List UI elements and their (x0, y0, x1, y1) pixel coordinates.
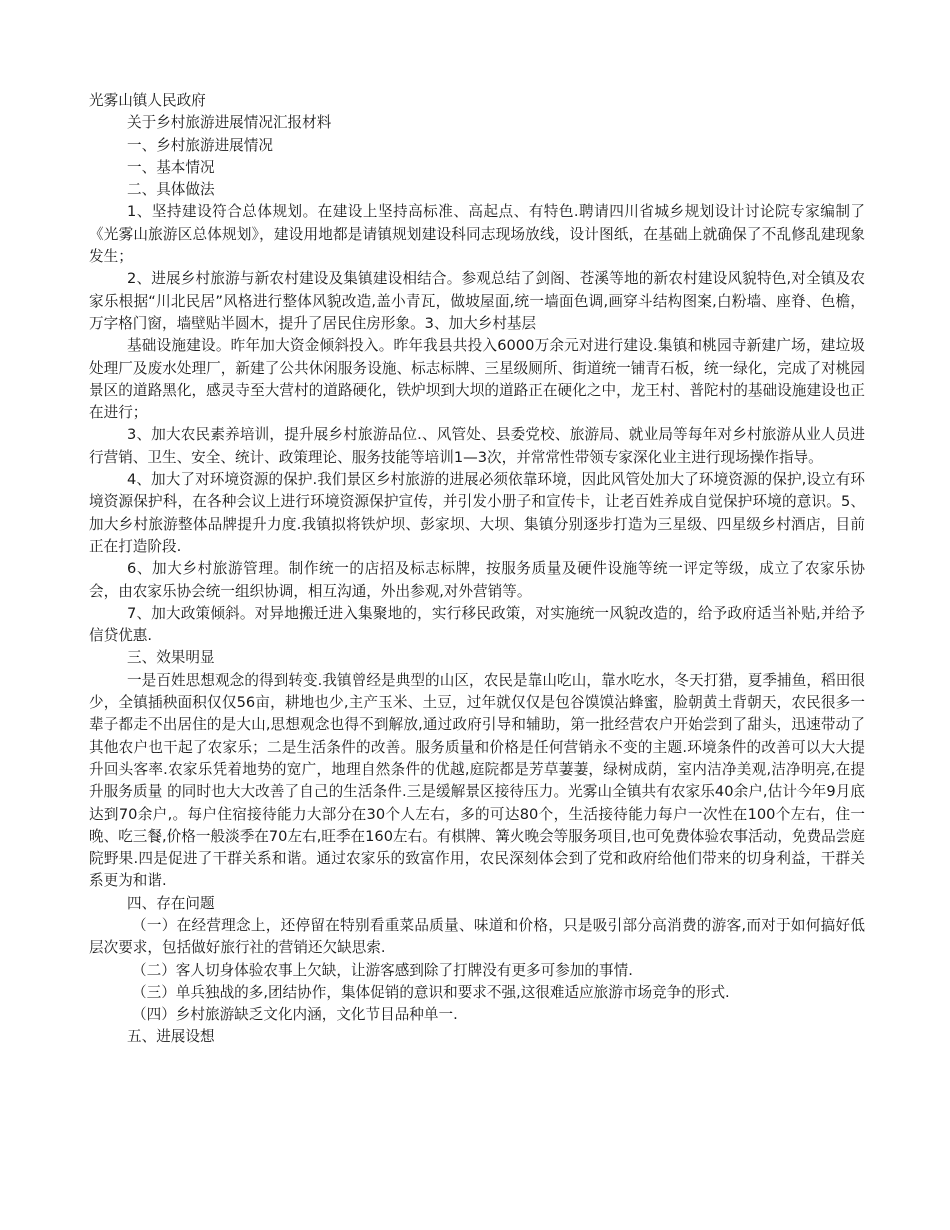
section-heading-3: 三、效果明显 (127, 649, 215, 667)
paragraph-2: 2、进展乡村旅游与新农村建设及集镇建设相结合。参观总结了剑阁、苍溪等地的新农村建设风貌特色,对全镇及农家乐根据“川北民居”风格进行整体风貌改造,盖小青瓦，做坡屋面,统一墙面色调,画穿斗结构图案,白粉墙、座脊、色檐，万字格门窗，墙壁贴半圆木，提升了居民住房形象。3、加大乡村基层 (89, 270, 865, 332)
paragraph-6: 6、加大乡村旅游管理。制作统一的店招及标志标牌，按服务质量及硬件设施等统一评定等级，成立了农家乐协会，由农家乐协会统一组织协调，相互沟通，外出参观,对外营销等。 (89, 560, 865, 600)
subsection-practice: 二、具体做法 (127, 181, 215, 199)
problem-item-1: （一）在经营理念上，还停留在特别看重菜品质量、味道和价格，只是吸引部分高消费的游客,而对于如何搞好低层次要求，包括做好旅行社的营销还欠缺思索. (89, 916, 865, 957)
document-title: 关于乡村旅游进展情况汇报材料 (127, 114, 332, 132)
paragraph-7: 7、加大政策倾斜。对异地搬迁进入集聚地的，实行移民政策，对实施统一风貌改造的，给予政府适当补贴,并给予信贷优惠. (89, 604, 865, 645)
section-heading-4: 四、存在问题 (127, 894, 215, 912)
paragraph-5: 4、加大了对环境资源的保护.我们景区乡村旅游的进展必须依靠环境，因此风管处加大了环境资源的保护,设立有环境资源保护科，在各种会议上进行环境资源保护宣传，并引发小册子和宣传卡，让老百姓养成自觉保护环境的意识。5、加大乡村旅游整体品牌提升力度.我镇拟将铁炉坝、彭家坝、大坝、集镇分别逐步打造为三星级、四星级乡村酒店，目前正在打造阶段. (89, 471, 865, 555)
paragraph-4: 3、加大农民素养培训，提升展乡村旅游品位.、风管处、县委党校、旅游局、就业局等每年对乡村旅游从业人员进行营销、卫生、安全、统计、政策理论、服务技能等培训1—3次，并常常性带领专家深化业主进行现场操作指导。 (89, 426, 865, 466)
section-heading-5: 五、进展设想 (127, 1028, 215, 1046)
issuer-line: 光雾山镇人民政府 (89, 92, 206, 109)
paragraph-effects: 一是百姓思想观念的得到转变.我镇曾经是典型的山区，农民是靠山吃山，靠水吃水，冬天打猎，夏季捕鱼，稻田很少，全镇插秧面积仅仅56亩，耕地也少,主产玉米、土豆，过年就仅仅是包谷馍馍沾蜂蜜，脸朝黄土背朝天，农民很多一辈子都走不出居住的是大山,思想观念也得不到解放,通过政府引导和辅助，第一批经营农户开始尝到了甜头，迅速带动了其他农户也干起了农家乐；二是生活条件的改善。服务质量和价格是任何营销永不变的主题.环境条件的改善可以大大提升回头客率.农家乐凭着地势的宽广，地理自然条件的优越,庭院都是芳草萋萋，绿树成荫，室内洁净美观,洁净明亮,在提升服务质量 的同时也大大改善了自己的生活条件.三是缓解景区接待压力。光雾山全镇共有农家乐40余户,估计今年9月底达到70余户,。每户住宿接待能力大部分在30个人左右，多的可达80个，生活接待能力每户一次性在100个左右，住一晚、吃三餐,价格一般淡季在70左右,旺季在160左右。有棋牌、篝火晚会等服务项目,也可免费体验农事活动，免费品尝庭院野果.四是促进了干群关系和谐。通过农家乐的致富作用，农民深刻体会到了党和政府给他们带来的切身利益，干群关系更为和谐. (89, 671, 865, 890)
problem-item-4: （四）乡村旅游缺乏文化内涵，文化节目品种单一. (132, 1006, 458, 1024)
problem-item-3: （三）单兵独战的多,团结协作，集体促销的意识和要求不强,这很难适应旅游市场竞争的形式. (132, 983, 730, 1001)
problem-item-2: （二）客人切身体验农事上欠缺，让游客感到除了打牌没有更多可参加的事情. (132, 961, 633, 979)
document-body (89, 90, 865, 1049)
paragraph-1: 1、坚持建设符合总体规划。在建设上坚持高标准、高起点、有特色.聘请四川省城乡规划设计讨论院专家编制了《光雾山旅游区总体规划》，建设用地都是请镇规划建设科同志现场放线，设计图纸，在基础上就确保了不乱修乱建现象发生； (89, 203, 865, 266)
section-heading-1: 一、乡村旅游进展情况 (127, 136, 273, 154)
subsection-basic: 一、基本情况 (127, 158, 215, 176)
paragraph-3: 基础设施建设。昨年加大资金倾斜投入。昨年我县共投入6000万余元对进行建设.集镇和桃园寺新建广场，建垃圾处理厂及废水处理厂，新建了公共休闲服务设施、标志标牌、三星级厕所、街道统一铺青石板，统一绿化，完成了对桃园景区的道路黑化，感灵寺至大营村的道路硬化，铁炉坝到大坝的道路正在硬化之中，龙王村、普陀村的基础设施建设也正在进行； (89, 337, 865, 422)
